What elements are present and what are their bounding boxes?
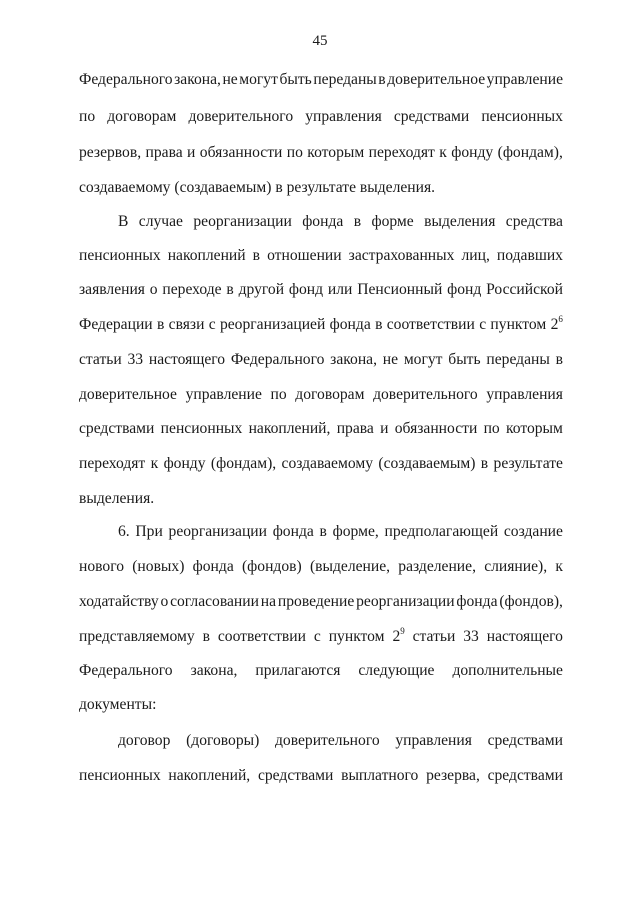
word: (фондов)	[241, 558, 302, 575]
word: представляемому	[79, 628, 195, 645]
text-line	[79, 419, 563, 439]
word: пенсионных	[79, 247, 161, 264]
word: результате	[493, 455, 563, 472]
word: Федерального	[79, 71, 173, 88]
word: фонда	[329, 316, 371, 333]
text-line	[79, 143, 563, 163]
word: накоплений,	[168, 767, 251, 784]
word: и	[380, 420, 389, 437]
word: нового	[79, 558, 124, 575]
word: по	[286, 144, 303, 161]
word: управления	[395, 732, 472, 749]
word: пенсионных	[79, 767, 161, 784]
word: доверительное	[387, 71, 486, 88]
word: выплатного	[341, 767, 419, 784]
word: в	[319, 523, 327, 540]
word: и	[187, 144, 196, 161]
word: ходатайству	[79, 593, 159, 610]
word: случае	[138, 213, 183, 230]
word: дополнительные	[452, 662, 563, 679]
word: (договоры)	[186, 732, 260, 749]
word: обязанности	[394, 420, 478, 437]
word: средствами	[487, 767, 563, 784]
word: Федерального	[230, 351, 325, 368]
word: форме	[371, 213, 414, 230]
word: переходят	[368, 144, 435, 161]
word: согласовании	[170, 593, 259, 610]
word: к	[439, 144, 447, 161]
word: могут	[403, 351, 443, 368]
word: застрахованных	[348, 247, 455, 264]
word: выделения	[424, 213, 496, 230]
word: к	[150, 455, 159, 472]
word: Федерации	[79, 316, 153, 333]
word: в	[226, 281, 234, 298]
word: управление	[185, 386, 262, 403]
word: договорам	[107, 108, 177, 125]
word: прилагаются	[255, 662, 341, 679]
word: переходе	[162, 281, 222, 298]
word: которым	[505, 420, 563, 437]
word: в	[378, 71, 386, 88]
word: (фондам),	[497, 144, 563, 161]
word: средствами	[393, 108, 470, 125]
text-line	[79, 246, 563, 266]
word: пенсионных	[481, 108, 563, 125]
word: 33	[127, 351, 144, 368]
text-line	[118, 522, 563, 542]
word: средствами	[79, 420, 155, 437]
word: управление	[486, 71, 563, 88]
word: в	[252, 247, 261, 264]
word: права	[336, 420, 374, 437]
word: закона,	[330, 351, 377, 368]
word: Пенсионный	[357, 281, 443, 298]
text-line-with-reference	[79, 627, 563, 647]
word: фонда	[302, 213, 344, 230]
word: в	[480, 455, 489, 472]
word: фонда	[192, 558, 234, 575]
word: или	[327, 281, 353, 298]
page-number: 45	[312, 33, 328, 49]
word: могут	[239, 71, 278, 88]
word: резервов,	[79, 144, 142, 161]
word: пунктом	[328, 628, 385, 645]
text-line	[79, 385, 563, 405]
text-line	[118, 212, 563, 232]
word: статьи	[79, 351, 122, 368]
word: связи	[168, 316, 205, 333]
point-reference: $2^9$	[392, 626, 405, 645]
word: накоплений,	[248, 420, 331, 437]
word: заявления	[79, 281, 145, 298]
word: с	[313, 628, 321, 645]
word: (новых)	[132, 558, 185, 575]
text-line	[79, 350, 563, 370]
word: доверительное	[79, 386, 177, 403]
word: в	[375, 316, 383, 333]
word: обязанности	[199, 144, 283, 161]
word: пенсионных	[160, 420, 243, 437]
word: Российской	[486, 281, 563, 298]
word: пунктом	[490, 316, 547, 333]
word: быть	[448, 351, 481, 368]
word: доверительного	[188, 108, 294, 125]
word: о	[149, 281, 158, 298]
text-line	[79, 107, 563, 127]
word: доверительного	[373, 386, 478, 403]
word: форме,	[332, 523, 379, 540]
word: создаваемому	[281, 455, 374, 472]
text-line-with-reference	[79, 315, 563, 335]
text-line: создаваемому (создаваемым) в результате выделения.	[79, 179, 436, 196]
word: права	[145, 144, 183, 161]
word: по	[79, 108, 96, 125]
word: реорганизации	[193, 213, 292, 230]
word: которым	[307, 144, 365, 161]
word: фонду	[163, 455, 206, 472]
text-line	[79, 70, 563, 90]
word: договорам	[295, 386, 365, 403]
word: средствами	[487, 732, 563, 749]
word: фонд	[288, 281, 324, 298]
word: фонда	[456, 593, 498, 610]
word: (фондам),	[210, 455, 277, 472]
word: в	[156, 316, 165, 333]
word: слияние),	[484, 558, 548, 575]
text-line: выделения.	[79, 490, 155, 507]
word: реорганизацией	[219, 316, 326, 333]
word: реорганизации	[168, 523, 267, 540]
text-line	[79, 592, 563, 612]
word: средствами	[257, 767, 334, 784]
word: доверительного	[274, 732, 380, 749]
word: соответствии	[217, 628, 306, 645]
word: 33	[463, 628, 479, 645]
word: фонда	[272, 523, 314, 540]
word: управления	[486, 386, 563, 403]
word: отношении	[267, 247, 342, 264]
word: закона,	[174, 71, 221, 88]
word: подавших	[496, 247, 563, 264]
word: по	[270, 386, 287, 403]
word: другой	[238, 281, 285, 298]
word: (выделение,	[309, 558, 391, 575]
word: переданы	[486, 351, 550, 368]
text-line	[79, 280, 563, 300]
word: настоящего	[148, 351, 226, 368]
word: управления	[305, 108, 382, 125]
word: При	[135, 523, 163, 540]
word: статьи	[412, 628, 456, 645]
word: фонд	[447, 281, 482, 298]
word: не	[382, 351, 399, 368]
word: договор	[118, 732, 171, 749]
word: на	[260, 593, 277, 610]
word: создание	[503, 523, 563, 540]
word: о	[160, 593, 169, 610]
word: средства	[505, 213, 563, 230]
word: с	[479, 316, 487, 333]
word: быть	[279, 71, 312, 88]
word: разделение,	[398, 558, 476, 575]
point-reference: $2^6$	[550, 314, 563, 333]
word: резерва,	[426, 767, 480, 784]
text-line	[79, 454, 563, 474]
word: закона,	[190, 662, 238, 679]
text-line: документы:	[79, 696, 157, 713]
word: предполагающей	[384, 523, 499, 540]
word: В	[118, 213, 129, 230]
word: (фондов),	[499, 593, 563, 610]
text-line	[79, 766, 563, 786]
word: с	[208, 316, 216, 333]
word: переданы	[313, 71, 377, 88]
word: к	[555, 558, 563, 575]
word: по	[483, 420, 500, 437]
text-line	[118, 731, 563, 751]
word: лиц,	[461, 247, 490, 264]
word: настоящего	[486, 628, 563, 645]
word: 6.	[118, 523, 130, 540]
word: в	[353, 213, 362, 230]
word: Федерального	[79, 662, 173, 679]
word: соответствии	[386, 316, 475, 333]
word: в	[555, 351, 563, 368]
text-line	[79, 557, 563, 577]
word: фонду	[451, 144, 494, 161]
word: переходят	[79, 455, 146, 472]
word: следующие	[358, 662, 435, 679]
word: (создаваемым)	[378, 455, 476, 472]
text-line	[79, 661, 563, 681]
word: в	[202, 628, 210, 645]
word: реорганизации	[356, 593, 455, 610]
word: не	[222, 71, 238, 88]
word: накоплений	[167, 247, 246, 264]
word: проведение	[277, 593, 355, 610]
